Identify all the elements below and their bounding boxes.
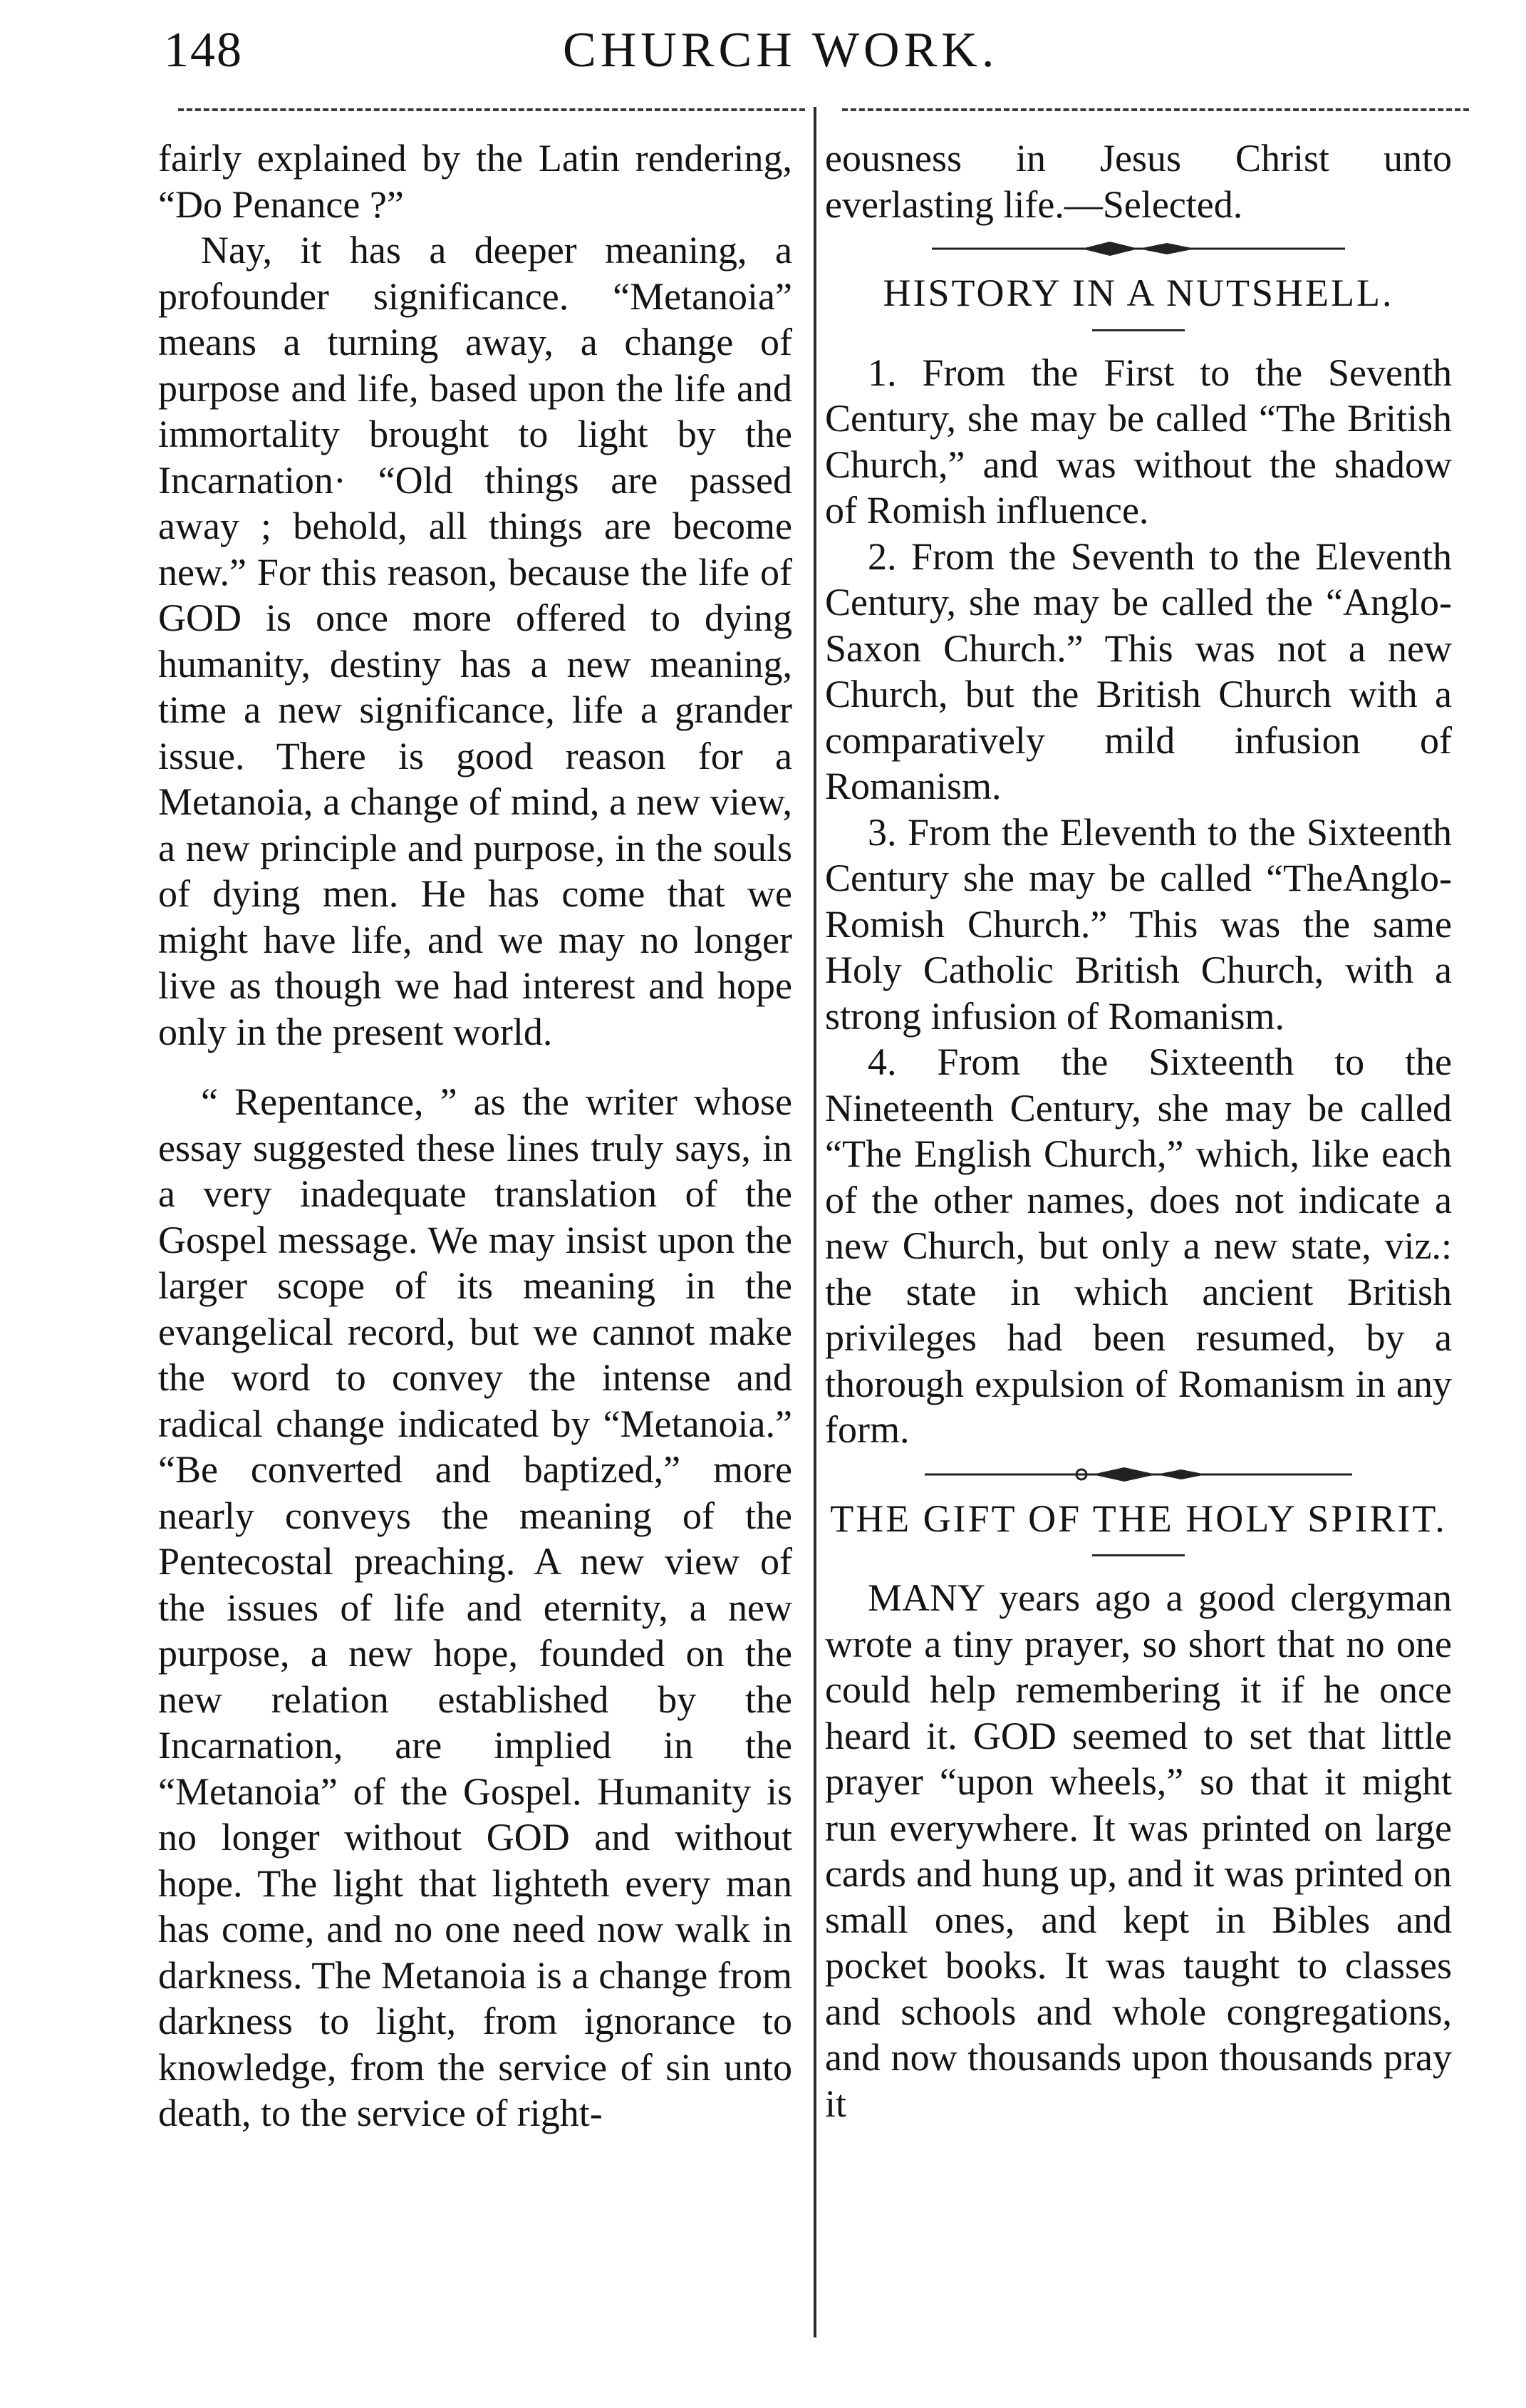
- history-item-3: 3. From the Eleventh to the Sixteenth Century she may be called “TheAnglo-Romish Church.” This was the same Holy Catholic British Church, with a strong infusion of Romanism.: [825, 810, 1452, 1038]
- left-paragraph-1: fairly explained by the Latin rendering, “Do Penance ?”: [158, 137, 792, 226]
- short-rule-1: [1092, 329, 1185, 331]
- ornament-1-icon: [825, 234, 1452, 263]
- history-item-2: 2. From the Seventh to the Eleventh Century, she may be called the “Anglo-Saxon Church.” This was not a new Church, but the British Church with a comparatively mild infusion of Romanism.: [825, 534, 1452, 807]
- left-column: [158, 135, 792, 2136]
- left-paragraph-3: “ Repentance, ” as the writer whose essay suggested these lines truly says, in a very inadequate translation of the Gospel message. We may insist upon the larger scope of its meaning in the evangelical record, but we cannot make the word to convey the intense and radical change indicated by “Metanoia.” “Be converted and baptized,” more nearly conveys the meaning of the Pentecostal preaching. A new view of the issues of life and eternity, a new purpose, a new hope, founded on the new relation established by the Incarnation, are implied in the “Metanoia” of the Gospel. Humanity is no longer without GOD and without hope. The light that lighteth every man has come, and no one need now walk in darkness. The Metanoia is a change from darkness to light, from ignorance to knowledge, from the service of sin unto death, to the service of right-: [158, 1080, 792, 2134]
- right-intro-paragraph: eousness in Jesus Christ unto everlasting life.—Selected.: [825, 137, 1452, 226]
- page-header: [164, 20, 1439, 91]
- short-rule-2: [1092, 1554, 1185, 1556]
- ornament-divider-2: [825, 1453, 1452, 1496]
- history-item-4: 4. From the Sixteenth to the Nineteenth Century, she may be called “The English Church,” which, like each of the other names, does not indicate a new Church, but only a new state, viz.: the state in which ancient British privileges had been resumed, by a thorough expulsion of Romanism in any form.: [825, 1040, 1452, 1451]
- header-rule-right: [842, 108, 1469, 111]
- header-rule-left: [178, 108, 805, 111]
- column-divider: [814, 107, 816, 2337]
- running-title: CHURCH WORK.: [563, 23, 999, 78]
- section-title-gift: THE GIFT OF THE HOLY SPIRIT.: [830, 1497, 1447, 1540]
- history-item-1: 1. From the First to the Seventh Century, she may be called “The British Church,” and was without the shadow of Romish influence.: [825, 351, 1452, 532]
- paragraph-gap: [158, 1055, 792, 1079]
- ornament-2-icon: [825, 1460, 1452, 1489]
- gift-paragraph: MANY years ago a good clergyman wrote a tiny prayer, so short that no one could help remembering it if he once heard it. GOD seemed to set that little prayer “upon wheels,” so that it might run everywhere. It was printed on large cards and hung up, and it was printed on small ones, and kept in Bibles and pocket books. It was taught to classes and schools and whole congregations, and now thousands upon thousands pray it: [825, 1576, 1452, 2125]
- ornament-divider-1: [825, 227, 1452, 270]
- page-number: 148: [164, 23, 243, 78]
- section-title-history: HISTORY IN A NUTSHELL.: [883, 272, 1394, 314]
- right-column: [825, 135, 1452, 2127]
- left-paragraph-2: Nay, it has a deeper meaning, a profounder significance. “Metanoia” means a turning away, a change of purpose and life, based upon the life and immortality brought to light by the Incarnation· “Old things are passed away ; behold, all things are become new.” For this reason, because the life of GOD is once more offered to dying humanity, destiny has a new meaning, time a new significance, life a grander issue. There is good reason for a Metanoia, a change of mind, a new view, a new principle and purpose, in the souls of dying men. He has come that we might have life, and we may no longer live as though we had interest and hope only in the present world.: [158, 229, 792, 1053]
